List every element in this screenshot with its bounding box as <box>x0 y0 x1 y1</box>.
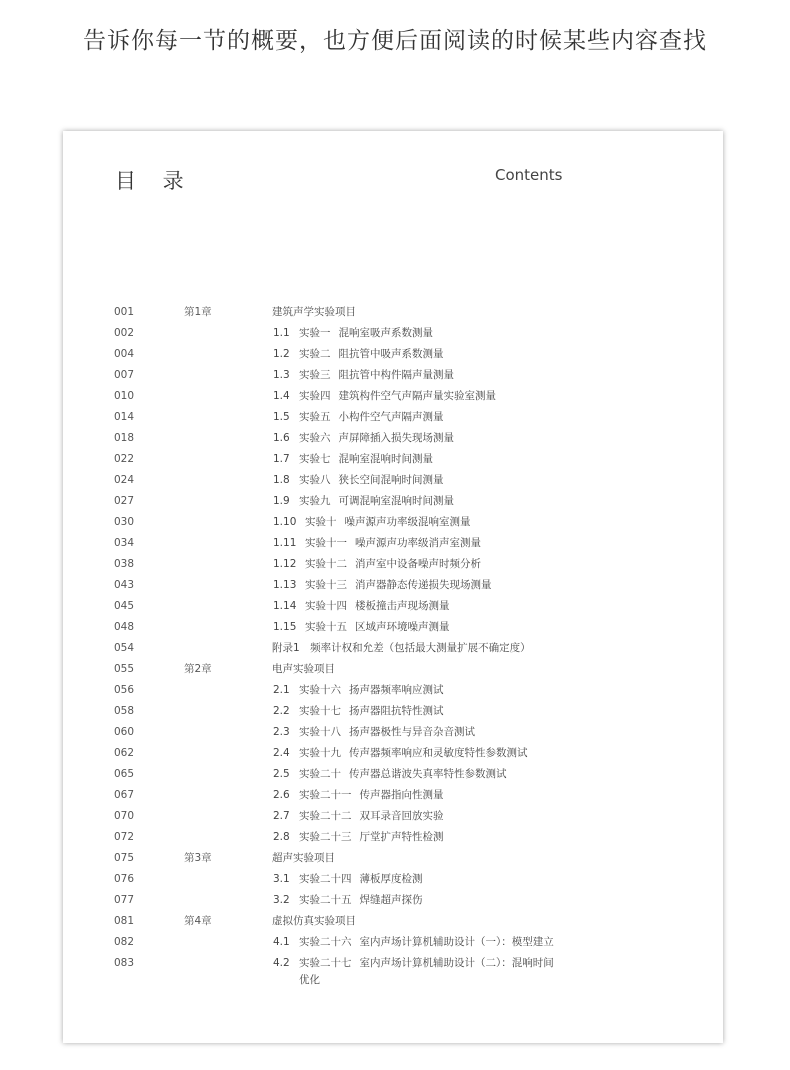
toc-entry-text <box>273 599 450 613</box>
toc-experiment-label: 实验七 <box>299 453 331 465</box>
toc-row[interactable] <box>63 429 723 450</box>
toc-experiment-label: 实验三 <box>299 369 331 381</box>
toc-entry-text <box>273 767 507 781</box>
toc-page-number: 038 <box>114 558 135 570</box>
toc-page-number: 030 <box>114 516 135 528</box>
toc-section-number: 3.1 <box>273 873 290 885</box>
toc-experiment-label: 实验二十一 <box>299 789 352 801</box>
toc-row[interactable] <box>63 849 723 870</box>
toc-list <box>63 303 723 988</box>
toc-row[interactable] <box>63 660 723 681</box>
toc-row[interactable] <box>63 744 723 765</box>
toc-experiment-label: 实验十七 <box>299 705 341 717</box>
toc-experiment-label: 实验四 <box>299 390 331 402</box>
banner-caption: 告诉你每一节的概要，也方便后面阅读的时候某些内容查找 <box>83 28 707 54</box>
toc-entry-title: 传声器频率响应和灵敏度特性参数测试 <box>349 747 528 759</box>
toc-page-number: 024 <box>114 474 135 486</box>
toc-row[interactable] <box>63 324 723 345</box>
toc-entry-title: 薄板厚度检测 <box>359 873 423 885</box>
toc-experiment-label: 实验二十六 <box>299 936 352 948</box>
toc-page <box>63 131 723 1043</box>
toc-entry-title: 狭长空间混响时间测量 <box>338 474 444 486</box>
toc-page-number: 082 <box>114 936 135 948</box>
toc-section-number: 1.9 <box>273 495 290 507</box>
toc-chapter-label: 第1章 <box>184 306 212 318</box>
toc-section-number: 1.13 <box>273 579 297 591</box>
toc-experiment-label: 实验十九 <box>299 747 341 759</box>
toc-row[interactable] <box>63 471 723 492</box>
toc-chapter-label: 第4章 <box>184 915 212 927</box>
toc-entry-continuation: 优化 <box>299 974 320 986</box>
toc-entry-text <box>273 788 444 802</box>
toc-page-number: 022 <box>114 453 135 465</box>
toc-entry-title: 消声室中设备噪声时频分析 <box>355 558 481 570</box>
toc-entry-text <box>273 872 423 886</box>
toc-section-number: 1.15 <box>273 621 297 633</box>
toc-page-number: 062 <box>114 747 135 759</box>
toc-entry-title: 扬声器极性与异音杂音测试 <box>349 726 475 738</box>
toc-row[interactable] <box>63 618 723 639</box>
toc-page-number: 072 <box>114 831 135 843</box>
toc-section-number: 2.3 <box>273 726 290 738</box>
toc-page-number: 077 <box>114 894 135 906</box>
toc-section-number: 1.4 <box>273 390 290 402</box>
toc-section-number: 4.1 <box>273 936 290 948</box>
toc-experiment-label: 实验六 <box>299 432 331 444</box>
toc-experiment-label: 实验十二 <box>305 558 347 570</box>
toc-entry-title: 传声器指向性测量 <box>359 789 444 801</box>
toc-section-number: 1.2 <box>273 348 290 360</box>
toc-experiment-label: 实验十六 <box>299 684 341 696</box>
toc-page-number: 027 <box>114 495 135 507</box>
toc-section-number: 1.3 <box>273 369 290 381</box>
toc-page-number: 034 <box>114 537 135 549</box>
toc-page-number: 001 <box>114 306 135 318</box>
toc-row[interactable] <box>63 492 723 513</box>
toc-page-number: 070 <box>114 810 135 822</box>
toc-entry-title: 声屏障插入损失现场测量 <box>338 432 454 444</box>
toc-row[interactable] <box>63 681 723 702</box>
toc-page-number: 076 <box>114 873 135 885</box>
toc-entry-text <box>273 368 454 382</box>
toc-section-number: 1.10 <box>273 516 297 528</box>
toc-entry-title: 可调混响室混响时间测量 <box>338 495 454 507</box>
toc-section-number: 4.2 <box>273 957 290 969</box>
toc-page-number: 060 <box>114 726 135 738</box>
toc-entry-text <box>273 893 423 907</box>
toc-page-number: 055 <box>114 663 135 675</box>
toc-entry-text <box>273 557 481 571</box>
toc-row[interactable] <box>63 639 723 660</box>
toc-experiment-label: 实验二十四 <box>299 873 352 885</box>
toc-experiment-label: 实验十八 <box>299 726 341 738</box>
toc-row[interactable] <box>63 891 723 912</box>
toc-page-number: 048 <box>114 621 135 633</box>
toc-row[interactable] <box>63 912 723 933</box>
toc-row[interactable] <box>63 828 723 849</box>
toc-row[interactable] <box>63 870 723 891</box>
toc-entry-title: 厅堂扩声特性检测 <box>359 831 444 843</box>
toc-entry-title: 扬声器频率响应测试 <box>349 684 444 696</box>
toc-page-number: 045 <box>114 600 135 612</box>
toc-section-number: 2.8 <box>273 831 290 843</box>
toc-entry-text <box>273 536 481 550</box>
toc-entry-text: 虚拟仿真实验项目 <box>272 915 356 927</box>
toc-entry-text <box>273 452 433 466</box>
toc-row[interactable] <box>63 702 723 723</box>
toc-section-number: 2.2 <box>273 705 290 717</box>
toc-entry-title: 阻抗管中吸声系数测量 <box>338 348 444 360</box>
toc-section-number: 1.5 <box>273 411 290 423</box>
toc-page-number: 056 <box>114 684 135 696</box>
toc-experiment-label: 实验十五 <box>305 621 347 633</box>
toc-entry-text <box>273 935 554 949</box>
toc-entry-text <box>273 326 433 340</box>
toc-entry-text <box>273 494 454 508</box>
toc-page-number: 058 <box>114 705 135 717</box>
toc-row[interactable] <box>63 723 723 744</box>
toc-section-number: 1.7 <box>273 453 290 465</box>
toc-experiment-label: 实验九 <box>299 495 331 507</box>
toc-row[interactable] <box>63 408 723 429</box>
toc-page-number: 007 <box>114 369 135 381</box>
toc-row[interactable] <box>63 534 723 555</box>
toc-entry-text: 超声实验项目 <box>272 852 335 864</box>
toc-entry-title: 噪声源声功率级消声室测量 <box>355 537 481 549</box>
toc-experiment-label: 实验二十五 <box>299 894 352 906</box>
toc-experiment-label: 实验二十 <box>299 768 341 780</box>
toc-page-number: 043 <box>114 579 135 591</box>
toc-chapter-label: 第2章 <box>184 663 212 675</box>
toc-entry-text <box>273 956 554 970</box>
toc-row[interactable] <box>63 786 723 807</box>
toc-page-number: 010 <box>114 390 135 402</box>
toc-experiment-label: 实验五 <box>299 411 331 423</box>
toc-section-number: 1.14 <box>273 600 297 612</box>
toc-experiment-label: 实验二十三 <box>299 831 352 843</box>
toc-entry-text <box>273 389 496 403</box>
toc-section-number: 2.5 <box>273 768 290 780</box>
toc-page-number: 018 <box>114 432 135 444</box>
toc-row[interactable] <box>63 807 723 828</box>
toc-entry-title: 焊缝超声探伤 <box>359 894 423 906</box>
toc-experiment-label: 实验十一 <box>305 537 347 549</box>
toc-entry-text <box>273 620 450 634</box>
toc-entry-text <box>273 473 444 487</box>
toc-row[interactable] <box>63 576 723 597</box>
toc-page-number: 054 <box>114 642 135 654</box>
toc-experiment-label: 实验一 <box>299 327 331 339</box>
toc-row[interactable] <box>63 366 723 387</box>
toc-experiment-label: 实验八 <box>299 474 331 486</box>
toc-entry-title: 室内声场计算机辅助设计（一）：模型建立 <box>359 936 554 948</box>
toc-section-number: 2.6 <box>273 789 290 801</box>
toc-row[interactable] <box>63 513 723 534</box>
toc-section-number: 2.7 <box>273 810 290 822</box>
toc-experiment-label: 实验二 <box>299 348 331 360</box>
toc-entry-text: 电声实验项目 <box>272 663 335 675</box>
toc-section-number: 1.11 <box>273 537 297 549</box>
toc-entry-text <box>273 347 444 361</box>
toc-experiment-label: 实验十三 <box>305 579 347 591</box>
toc-section-number: 3.2 <box>273 894 290 906</box>
toc-entry-title: 区域声环境噪声测量 <box>355 621 450 633</box>
toc-entry-title: 楼板撞击声现场测量 <box>355 600 450 612</box>
toc-chapter-label: 第3章 <box>184 852 212 864</box>
toc-page-number: 067 <box>114 789 135 801</box>
toc-page-number: 081 <box>114 915 135 927</box>
toc-row[interactable] <box>63 954 723 988</box>
toc-section-number: 1.1 <box>273 327 290 339</box>
toc-row[interactable] <box>63 450 723 471</box>
toc-entry-title: 室内声场计算机辅助设计（二）：混响时间 <box>359 957 554 969</box>
toc-entry-text <box>273 431 454 445</box>
toc-experiment-label: 实验十 <box>305 516 337 528</box>
toc-section-number: 1.8 <box>273 474 290 486</box>
toc-entry-text <box>273 704 444 718</box>
toc-experiment-label: 实验二十二 <box>299 810 352 822</box>
toc-section-number: 1.12 <box>273 558 297 570</box>
toc-page-number: 002 <box>114 327 135 339</box>
toc-entry-title: 建筑构件空气声隔声量实验室测量 <box>338 390 496 402</box>
toc-entry-title: 传声器总谐波失真率特性参数测试 <box>349 768 507 780</box>
toc-entry-title: 阻抗管中构件隔声量测量 <box>338 369 454 381</box>
toc-page-number: 014 <box>114 411 135 423</box>
toc-row[interactable] <box>63 303 723 324</box>
toc-experiment-label: 实验二十七 <box>299 957 352 969</box>
toc-entry-title: 混响室吸声系数测量 <box>338 327 433 339</box>
toc-entry-text <box>273 515 471 529</box>
toc-section-number: 2.4 <box>273 747 290 759</box>
toc-row[interactable] <box>63 555 723 576</box>
toc-entry-text <box>273 725 475 739</box>
toc-title: 目 录 <box>115 169 194 193</box>
toc-entry-text <box>273 683 444 697</box>
toc-entry-text: 附录1 频率计权和允差（包括最大测量扩展不确定度） <box>272 642 531 654</box>
toc-entry-text <box>273 410 444 424</box>
toc-row[interactable] <box>63 765 723 786</box>
toc-entry-text <box>273 746 528 760</box>
toc-entry-title: 小构件空气声隔声测量 <box>338 411 444 423</box>
toc-entry-text <box>273 809 444 823</box>
toc-entry-title: 消声器静态传递损失现场测量 <box>355 579 492 591</box>
toc-page-number: 083 <box>114 957 135 969</box>
toc-experiment-label: 实验十四 <box>305 600 347 612</box>
toc-entry-title: 噪声源声功率级混响室测量 <box>344 516 471 528</box>
toc-contents-label: Contents <box>495 166 563 184</box>
toc-row[interactable] <box>63 345 723 366</box>
toc-page-number: 075 <box>114 852 135 864</box>
toc-entry-text <box>273 578 492 592</box>
toc-entry-title: 扬声器阻抗特性测试 <box>349 705 444 717</box>
toc-row[interactable] <box>63 933 723 954</box>
toc-page-number: 065 <box>114 768 135 780</box>
toc-row[interactable] <box>63 597 723 618</box>
toc-entry-text <box>273 830 444 844</box>
toc-entry-text: 建筑声学实验项目 <box>272 306 356 318</box>
toc-page-number: 004 <box>114 348 135 360</box>
toc-section-number: 2.1 <box>273 684 290 696</box>
toc-row[interactable] <box>63 387 723 408</box>
toc-section-number: 1.6 <box>273 432 290 444</box>
toc-entry-title: 混响室混响时间测量 <box>338 453 433 465</box>
toc-entry-title: 双耳录音回放实验 <box>359 810 444 822</box>
